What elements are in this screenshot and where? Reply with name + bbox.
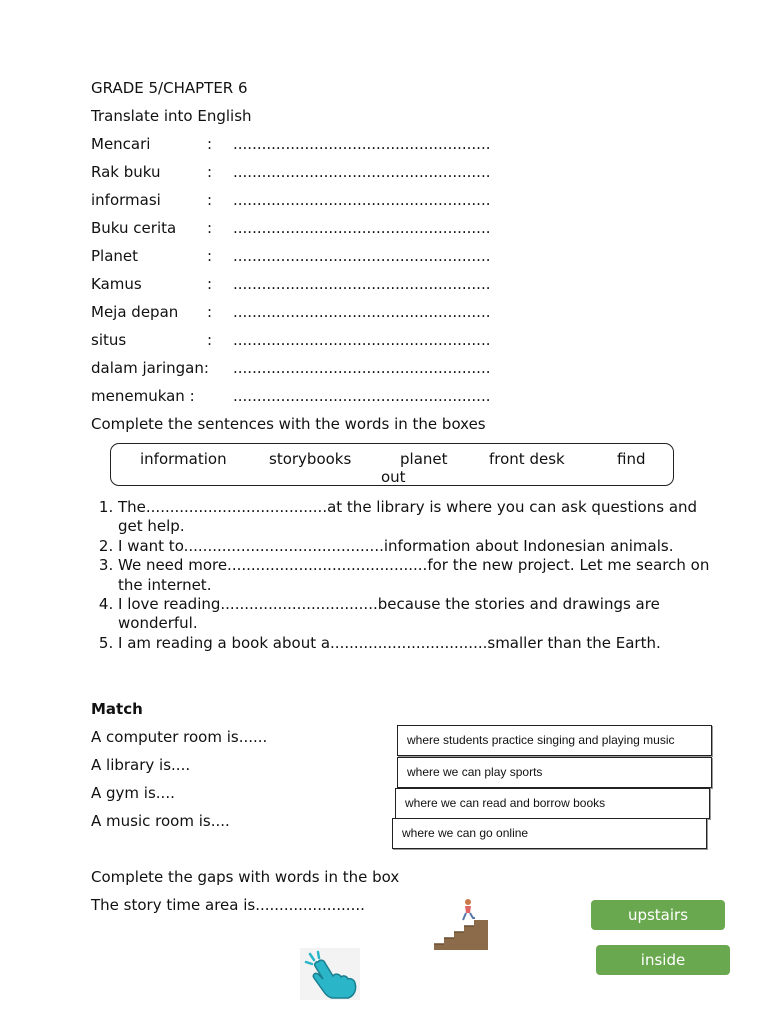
- stairs-climber-icon: [432, 898, 490, 952]
- translate-term: dalam jaringan:: [91, 359, 209, 377]
- answer-blank[interactable]: ......................................................: [233, 331, 491, 349]
- grade-heading: GRADE 5/CHAPTER 6: [91, 79, 248, 97]
- translate-term: Mencari: [91, 135, 151, 153]
- match-title: Match: [91, 700, 143, 718]
- translate-term: Buku cerita: [91, 219, 177, 237]
- answer-blank[interactable]: ......................................................: [233, 359, 491, 377]
- gaps-sentence: The story time area is.......................: [91, 896, 365, 914]
- tap-hand-icon: [300, 948, 360, 1000]
- word-option: out: [381, 468, 406, 486]
- sentence-item: 2. I want to..........................................information about Indonesian animals.: [118, 537, 718, 556]
- match-option-box[interactable]: where students practice singing and playing music: [397, 725, 712, 756]
- inside-button[interactable]: inside: [596, 945, 730, 975]
- translate-colon: :: [207, 163, 213, 181]
- answer-blank[interactable]: ......................................................: [233, 275, 491, 293]
- sentence-item: 5. I am reading a book about a.................................smaller than the Earth.: [118, 634, 718, 653]
- match-left-item: A music room is....: [91, 812, 230, 830]
- translate-term: Rak buku: [91, 163, 161, 181]
- match-left-item: A library is....: [91, 756, 191, 774]
- word-option: information: [140, 450, 227, 468]
- answer-blank[interactable]: ......................................................: [233, 387, 491, 405]
- answer-blank[interactable]: ......................................................: [233, 219, 491, 237]
- sentence-item: 1. The......................................at the library is where you can ask questions and get help.: [118, 498, 718, 537]
- match-option-box[interactable]: where we can read and borrow books: [395, 788, 710, 819]
- complete-instruction: Complete the sentences with the words in the boxes: [91, 415, 486, 433]
- match-option-box[interactable]: where we can play sports: [397, 757, 712, 788]
- upstairs-button[interactable]: upstairs: [591, 900, 725, 930]
- sentence-item: 3. We need more..........................................for the new project. Let me search on the internet.: [118, 556, 718, 595]
- translate-colon: :: [207, 191, 213, 209]
- answer-blank[interactable]: ......................................................: [233, 163, 491, 181]
- match-left-item: A computer room is......: [91, 728, 268, 746]
- sentence-list: [91, 498, 718, 653]
- answer-blank[interactable]: ......................................................: [233, 191, 491, 209]
- word-option: planet: [400, 450, 448, 468]
- translate-term: Kamus: [91, 275, 142, 293]
- translate-term: informasi: [91, 191, 161, 209]
- match-option-box[interactable]: where we can go online: [392, 818, 707, 849]
- translate-colon: :: [207, 331, 213, 349]
- translate-term: Meja depan: [91, 303, 179, 321]
- word-option: find: [617, 450, 646, 468]
- word-option: front desk: [489, 450, 565, 468]
- translate-colon: :: [207, 247, 213, 265]
- translate-term: situs: [91, 331, 127, 349]
- translate-colon: :: [207, 275, 213, 293]
- answer-blank[interactable]: ......................................................: [233, 135, 491, 153]
- translate-instruction: Translate into English: [91, 107, 252, 125]
- match-left-item: A gym is....: [91, 784, 175, 802]
- gaps-instruction: Complete the gaps with words in the box: [91, 868, 400, 886]
- translate-term: Planet: [91, 247, 139, 265]
- translate-colon: :: [207, 303, 213, 321]
- word-box: [110, 443, 674, 486]
- translate-colon: :: [207, 219, 213, 237]
- translate-colon: :: [207, 135, 213, 153]
- sentence-item: 4. I love reading.................................because the stories and drawings are wonderful.: [118, 595, 718, 634]
- answer-blank[interactable]: ......................................................: [233, 247, 491, 265]
- translate-term: menemukan :: [91, 387, 195, 405]
- word-option: storybooks: [269, 450, 352, 468]
- answer-blank[interactable]: ......................................................: [233, 303, 491, 321]
